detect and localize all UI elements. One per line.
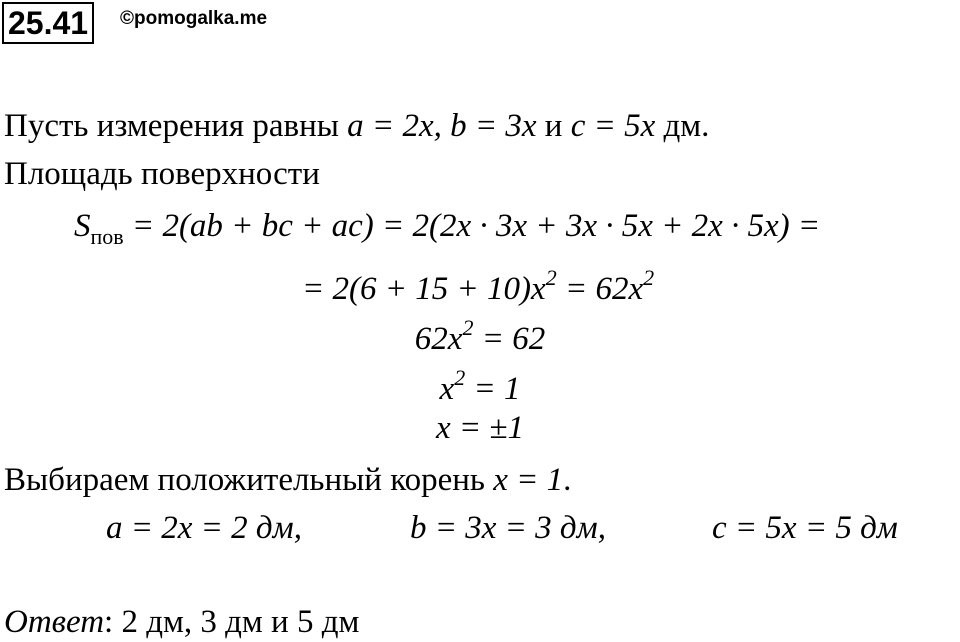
eq3-sq: 2 xyxy=(462,315,474,340)
intro-a: a = 2x, xyxy=(347,108,451,144)
eq2-b: = 62x xyxy=(556,271,644,307)
answer-text: : 2 дм, 3 дм и 5 дм xyxy=(104,604,360,640)
area-label: Площадь поверхности xyxy=(4,156,320,192)
eq2-sq1: 2 xyxy=(545,265,557,290)
eq4-sq: 2 xyxy=(454,365,466,390)
equation-4 xyxy=(0,358,960,409)
eq2-a: = 2(6 + 15 + 10)x xyxy=(302,271,546,307)
intro-b: b = 3x xyxy=(450,108,537,144)
eq2-sq2: 2 xyxy=(643,265,655,290)
eq4-a: x xyxy=(439,371,455,407)
s-subscript: пов xyxy=(90,224,124,249)
equation-3 xyxy=(0,308,960,359)
answer-label: Ответ xyxy=(4,604,105,640)
eq3-a: 62x xyxy=(414,321,463,357)
choose-root: x = 1 xyxy=(493,462,564,498)
choose-line xyxy=(4,460,571,500)
intro-line xyxy=(4,106,709,146)
result-b: b = 3x = 3 дм, xyxy=(410,510,606,546)
intro-prefix: Пусть измерения равны xyxy=(4,108,348,144)
eq1-rhs: = 2(ab + bc + ac) = 2(2x · 3x + 3x · 5x + 2x · 5x) = xyxy=(123,208,821,244)
equation-2 xyxy=(302,258,654,309)
choose-prefix: Выбираем положительный корень xyxy=(4,462,494,498)
watermark: ©pomogalka.me xyxy=(120,8,268,29)
s-letter: S xyxy=(74,208,91,244)
choose-dot: . xyxy=(563,462,572,498)
intro-unit: дм. xyxy=(655,108,710,144)
intro-c: c = 5x xyxy=(570,108,656,144)
eq3-b: = 62 xyxy=(473,321,546,357)
intro-and: и xyxy=(536,108,571,144)
problem-number: 25.41 xyxy=(2,2,94,44)
answer-line xyxy=(4,602,359,642)
equation-5: x = ±1 xyxy=(435,410,525,446)
result-a: a = 2x = 2 дм, xyxy=(106,510,302,546)
result-c: c = 5x = 5 дм xyxy=(712,510,898,546)
eq4-b: = 1 xyxy=(465,371,521,407)
equation-1 xyxy=(74,206,820,257)
